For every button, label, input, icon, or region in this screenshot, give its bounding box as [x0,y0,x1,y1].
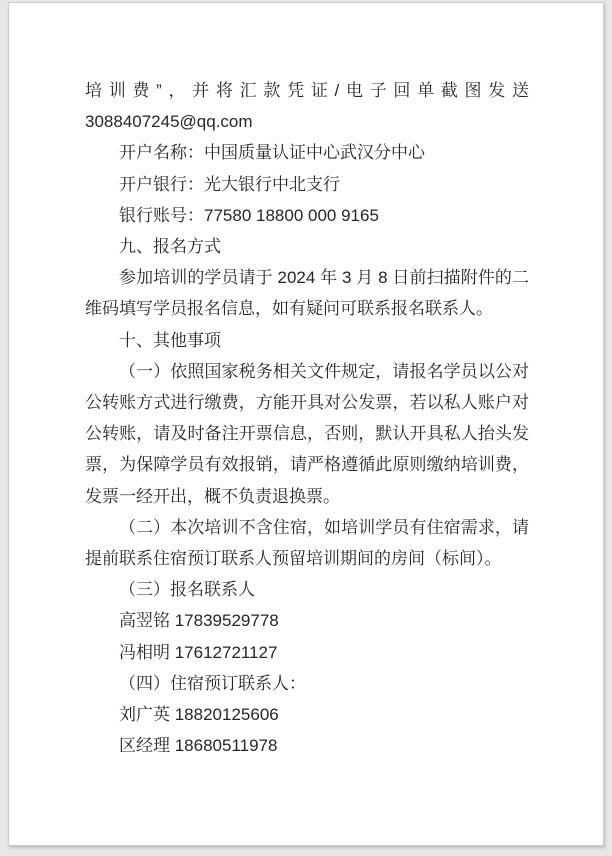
document-page[interactable] [8,2,604,846]
para-note-one-invoice-rules: （一）依照国家税务相关文件规定，请报名学员以公对公转账方式进行缴费，方能开具对公发票，若以私人账户对公转账，请及时备注开票信息，否则，默认开具私人抬头发票，为保障学员有效报销，请严格遵循此原则缴纳培训费，发票一经开出，概不负责退换票。 [85,361,529,506]
para-note-two-accommodation: （二）本次培训不含住宿，如培训学员有住宿需求，请提前联系住宿预订联系人预留培训期间的房间（标间）。 [85,517,529,569]
para-contact-gao-yiming: 高翌铭 17839529778 [119,611,279,631]
para-contact-qu-manager: 区经理 18680511978 [119,736,278,756]
heading-note-four-hotel-contacts: （四）住宿预订联系人： [119,673,306,693]
heading-section-ten-other-matters: 十、其他事项 [119,330,221,350]
para-bank-account-number: 银行账号：77580 18800 000 9165 [119,205,379,225]
heading-section-nine-registration: 九、报名方式 [119,237,221,257]
para-registration-method: 参加培训的学员请于 2024 年 3 月 8 日前扫描附件的二维码填写学员报名信息，如有疑问可联系报名联系人。 [85,268,529,319]
para-account-name: 开户名称：中国质量认证中心武汉分中心 [119,143,425,163]
para-bank-name: 开户银行：光大银行中北支行 [119,174,340,194]
para-contact-feng-xiangming: 冯相明 17612721127 [119,642,278,662]
para-contact-liu-guangying: 刘广英 18820125606 [119,705,279,725]
heading-note-three-registration-contacts: （三）报名联系人 [119,580,255,600]
para-fee-remittance: 培训费”，并将汇款凭证/电子回单截图发送3088407245@qq.com [85,81,529,132]
